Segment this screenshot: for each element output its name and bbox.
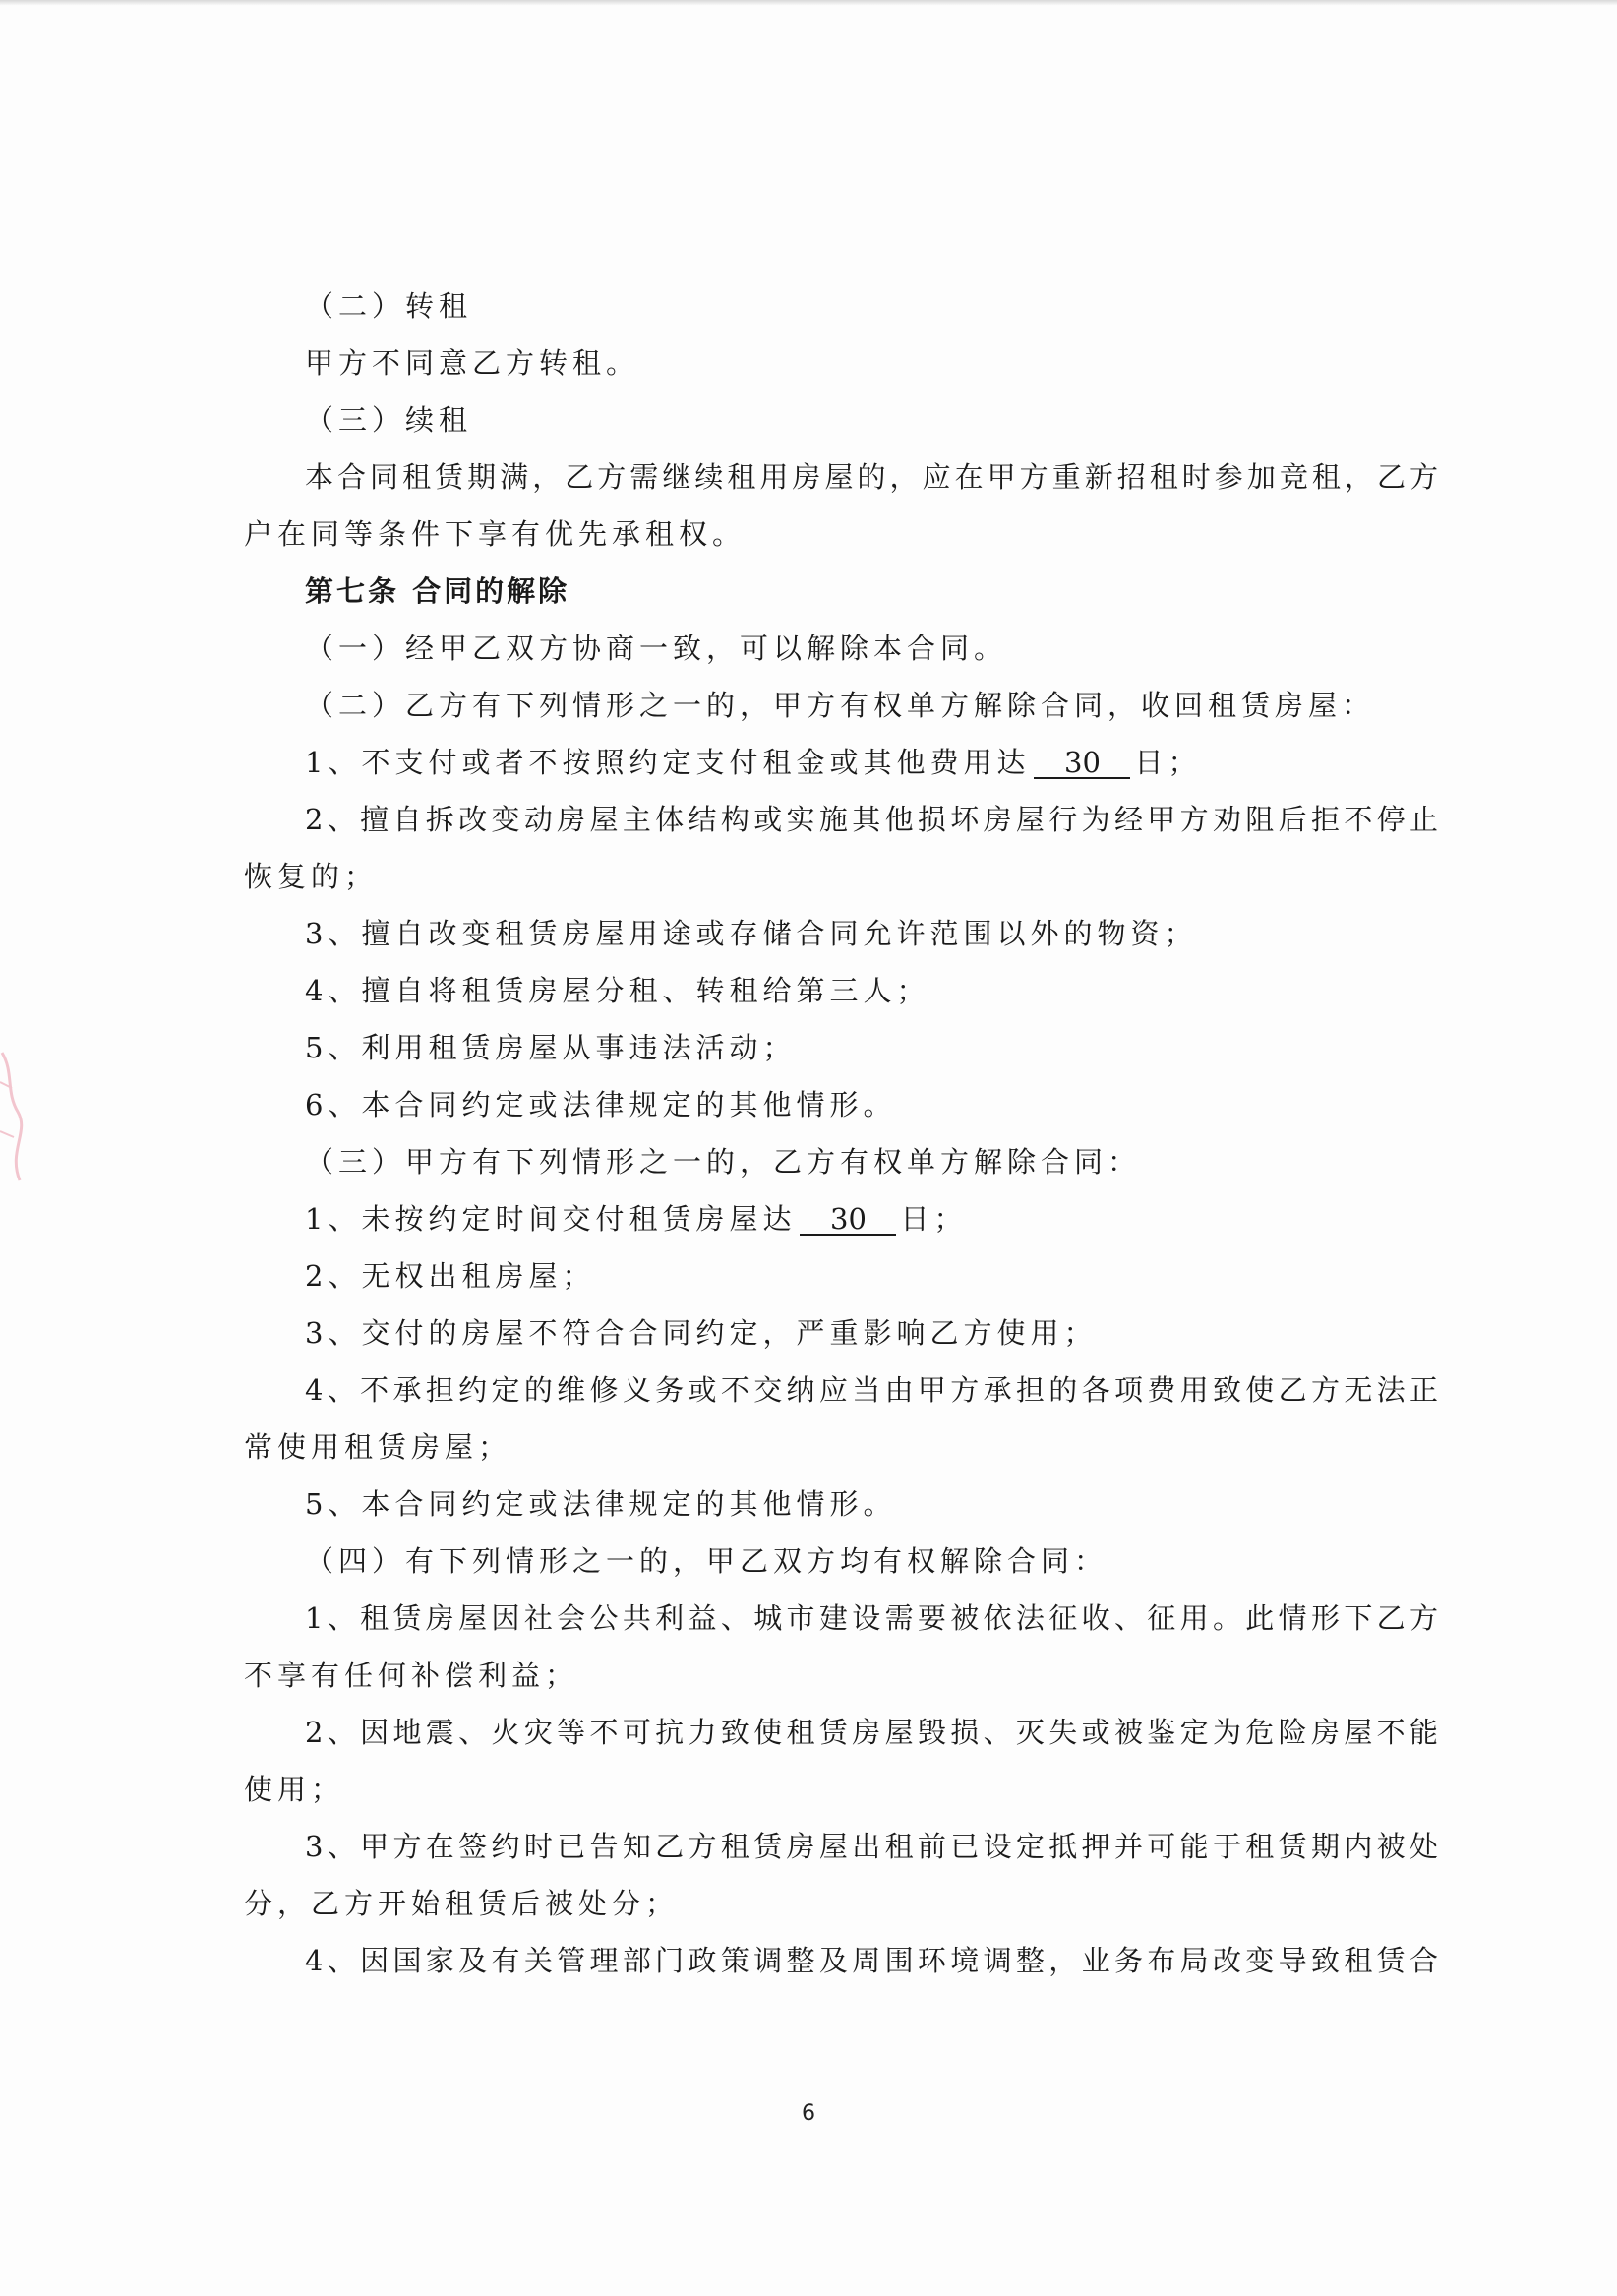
clause-7-1: （一）经甲乙双方协商一致，可以解除本合同。	[305, 632, 1008, 665]
article-seven-title: 第七条 合同的解除	[305, 574, 570, 608]
contract-body	[244, 277, 1440, 1989]
clause-7-2-item-4: 4、擅自将租赁房屋分租、转租给第三人；	[305, 974, 930, 1007]
red-stamp-edge-icon	[0, 1043, 26, 1190]
item-suffix: 日；	[900, 1202, 968, 1236]
clause-7-3: （三）甲方有下列情形之一的，乙方有权单方解除合同：	[305, 1145, 1142, 1178]
paragraph-renewal-1: 本合同租赁期满，乙方需继续租用房屋的，应在甲方重新招租时参加竞租，乙方	[305, 460, 1440, 494]
filled-blank-days: 30	[1034, 748, 1130, 779]
clause-7-4-item-3-a: 3、甲方在签约时已告知乙方租赁房屋出租前已设定抵押并可能于租赁期内被处	[305, 1830, 1440, 1863]
clause-7-4: （四）有下列情形之一的，甲乙双方均有权解除合同：	[305, 1544, 1108, 1578]
heading-sublease: （二）转租	[305, 289, 473, 323]
clause-7-4-item-4-a: 4、因国家及有关管理部门政策调整及周围环境调整，业务布局改变导致租赁合	[305, 1944, 1440, 1977]
clause-7-3-item-5: 5、本合同约定或法律规定的其他情形。	[305, 1487, 897, 1521]
clause-7-3-item-1	[244, 1190, 1440, 1247]
clause-7-2-item-5: 5、利用租赁房屋从事违法活动；	[305, 1031, 797, 1064]
filled-blank-days: 30	[800, 1204, 896, 1236]
heading-renewal: （三）续租	[305, 403, 473, 437]
clause-7-3-item-4-b: 常使用租赁房屋；	[244, 1430, 512, 1464]
clause-7-2-item-1	[244, 734, 1440, 791]
clause-7-3-item-4-a: 4、不承担约定的维修义务或不交纳应当由甲方承担的各项费用致使乙方无法正	[305, 1373, 1440, 1407]
clause-7-3-item-2: 2、无权出租房屋；	[305, 1259, 596, 1293]
clause-7-2-item-2-b: 恢复的；	[244, 860, 379, 893]
paragraph-renewal-2: 户在同等条件下享有优先承租权。	[244, 517, 747, 551]
clause-7-2-item-3: 3、擅自改变租赁房屋用途或存储合同允许范围以外的物资；	[305, 917, 1198, 950]
clause-7-2-item-2-a: 2、擅自拆改变动房屋主体结构或实施其他损坏房屋行为经甲方劝阻后拒不停止	[305, 803, 1440, 836]
clause-7-4-item-2-b: 使用；	[244, 1773, 345, 1806]
paragraph-sublease: 甲方不同意乙方转租。	[305, 346, 640, 380]
item-suffix: 日；	[1134, 746, 1202, 779]
page-number: 6	[802, 2101, 815, 2126]
clause-7-3-item-3: 3、交付的房屋不符合合同约定，严重影响乙方使用；	[305, 1316, 1098, 1350]
clause-7-2: （二）乙方有下列情形之一的，甲方有权单方解除合同，收回租赁房屋：	[305, 689, 1376, 722]
clause-7-4-item-1-b: 不享有任何补偿利益；	[244, 1659, 579, 1692]
item-text: 1、未按约定时间交付租赁房屋达	[305, 1202, 797, 1236]
clause-7-2-item-6: 6、本合同约定或法律规定的其他情形。	[305, 1088, 897, 1121]
scan-edge	[0, 0, 1617, 6]
clause-7-4-item-1-a: 1、租赁房屋因社会公共利益、城市建设需要被依法征收、征用。此情形下乙方	[305, 1601, 1440, 1635]
clause-7-4-item-2-a: 2、因地震、火灾等不可抗力致使租赁房屋毁损、灭失或被鉴定为危险房屋不能	[305, 1716, 1440, 1749]
clause-7-4-item-3-b: 分，乙方开始租赁后被处分；	[244, 1887, 680, 1920]
item-text: 1、不支付或者不按照约定支付租金或其他费用达	[305, 746, 1031, 779]
